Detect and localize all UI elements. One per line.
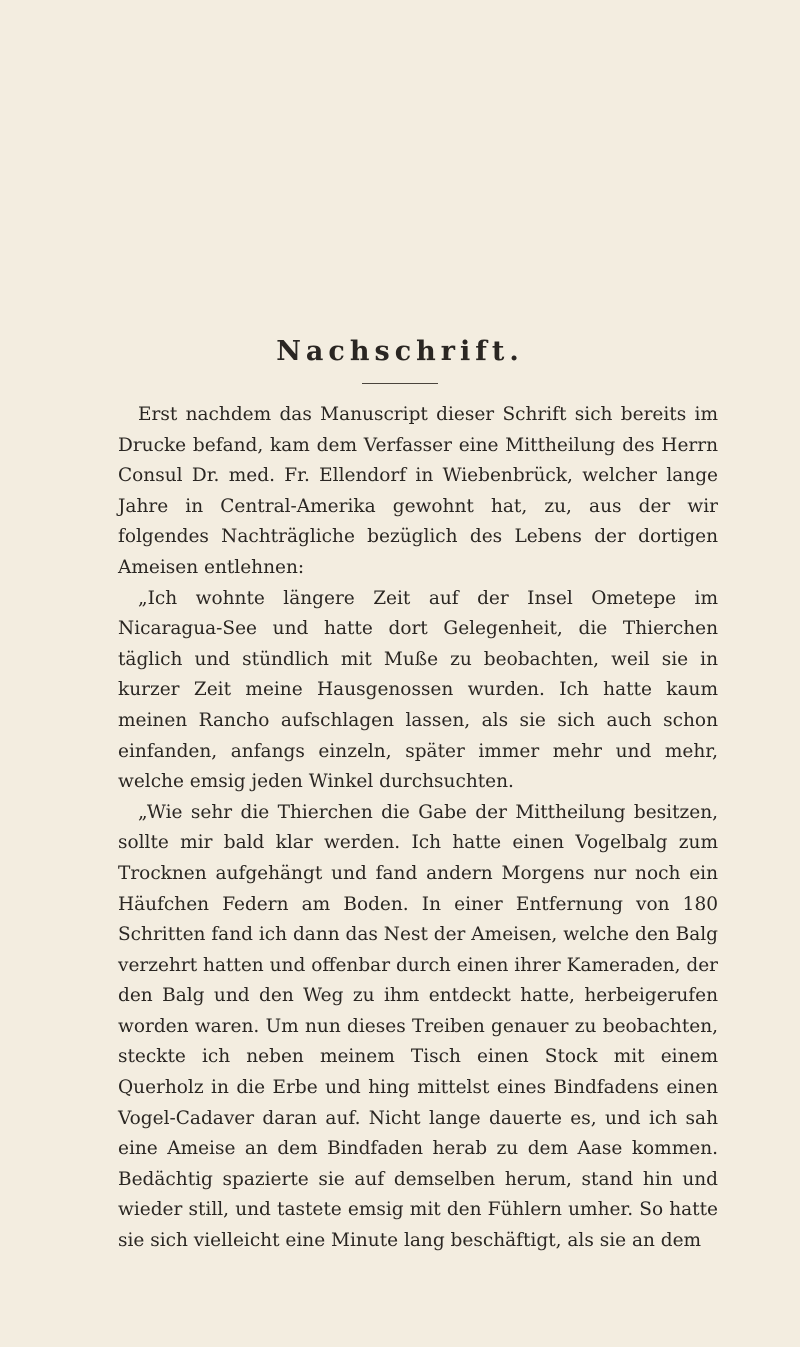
section-title: Nachschrift.: [276, 336, 524, 367]
paragraph-1: Erst nachdem das Manuscript dieser Schrift sich bereits im Drucke befand, kam dem Verfasser eine Mittheilung des Herrn Consul Dr. med. Fr. Ellendorf in Wiebenbrück, welcher lange Jahre in Central-Amerika gewohnt hat, zu, aus der wir folgendes Nachträgliche bezüglich des Lebens der dortigen Ameisen entlehnen:: [118, 404, 718, 578]
paragraph-3: „Wie sehr die Thierchen die Gabe der Mittheilung besitzen, sollte mir bald klar werden. Ich hatte einen Vogelbalg zum Trocknen aufgehängt und fand andern Morgens nur noch ein Häufchen Federn am Boden. In einer Entfernung von 180 Schritten fand ich dann das Nest der Ameisen, welche den Balg verzehrt hatten und offenbar durch einen ihrer Kameraden, der den Balg und den Weg zu ihm entdeckt hatte, herbeigerufen worden waren. Um nun dieses Treiben genauer zu beobachten, steckte ich neben meinem Tisch einen Stock mit einem Querholz in die Erbe und hing mittelst eines Bindfadens einen Vogel-Cadaver daran auf. Nicht lange dauerte es, und ich sah eine Ameise an dem Bindfaden herab zu dem Aase kommen. Bedächtig spazierte sie auf demselben herum, stand hin und wieder still, und tastete emsig mit den Fühlern umher. So hatte sie sich vielleicht eine Minute lang beschäftigt, als sie an dem: [118, 801, 718, 1252]
paragraph-2: „Ich wohnte längere Zeit auf der Insel Ometepe im Nicaragua-See und hatte dort Gelegenheit, die Thierchen täglich und stündlich mit Muße zu beobachten, weil sie in kurzer Zeit meine Hausgenossen wurden. Ich hatte kaum meinen Rancho aufschlagen lassen, als sie sich auch schon einfanden, anfangs einzeln, später immer mehr und mehr, welche emsig jeden Winkel durchsuchten.: [118, 587, 718, 793]
body-text: [118, 400, 718, 1257]
title-divider: [362, 383, 438, 384]
